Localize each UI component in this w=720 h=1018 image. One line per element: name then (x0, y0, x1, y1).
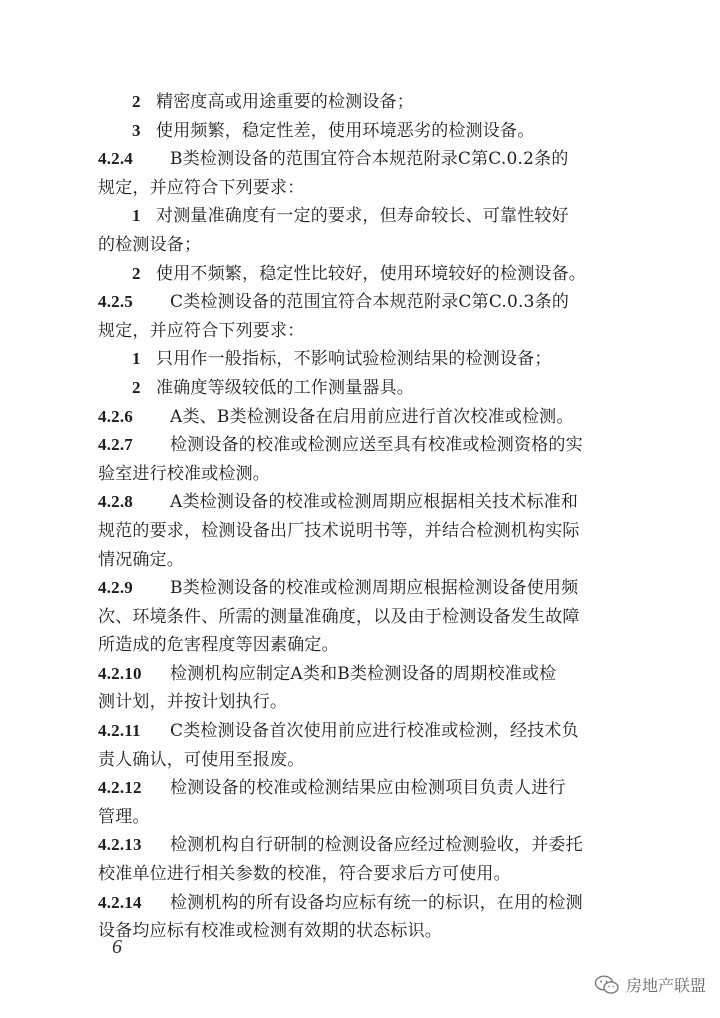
line-text: 检测设备的校准或检测应送至具有校准或检测资格的实 (170, 435, 583, 456)
clause-number: 4.2.11 (98, 721, 141, 741)
watermark (594, 973, 706, 996)
clause-number: 4.2.10 (98, 663, 142, 683)
line-text: A类、B类检测设备在启用前应进行首次校准或检测。 (170, 406, 574, 427)
line-text: 对测量准确度有一定的要求，但寿命较长、可靠性较好 (156, 206, 569, 227)
list-item (98, 345, 628, 374)
document-body (98, 88, 628, 946)
continuation-line (98, 174, 628, 203)
item-number: 1 (132, 206, 141, 226)
line-text: C类检测设备首次使用前应进行校准或检测，经技术负 (170, 721, 579, 742)
clause-number: 4.2.7 (98, 435, 133, 455)
line-text: 使用不频繁，稳定性比较好，使用环境较好的检测设备。 (156, 263, 586, 284)
continuation-line (98, 460, 628, 489)
line-text: 的检测设备； (98, 234, 202, 255)
watermark-text: 房地产联盟 (625, 976, 706, 995)
list-item (98, 374, 628, 403)
item-number: 2 (132, 263, 141, 283)
item-number: 2 (132, 92, 141, 111)
continuation-line (98, 917, 628, 946)
continuation-line (98, 231, 628, 260)
item-number: 1 (132, 349, 141, 369)
clause-line (98, 403, 628, 432)
clause-line (98, 831, 628, 860)
continuation-line (98, 517, 628, 546)
line-text: 设备均应标有校准或检测有效期的状态标识。 (98, 921, 442, 942)
clause-number: 4.2.9 (98, 578, 133, 598)
line-text: 只用作一般指标，不影响试验检测结果的检测设备； (156, 349, 552, 370)
item-number: 3 (132, 120, 141, 140)
clause-number: 4.2.13 (98, 835, 142, 855)
item-number: 2 (132, 377, 141, 397)
list-item (98, 117, 628, 146)
clause-line (98, 774, 628, 803)
clause-line (98, 488, 628, 517)
line-text: A类检测设备的校准或检测周期应根据相关技术标准和 (170, 492, 579, 513)
line-text: 检测机构的所有设备均应标有统一的标识，在用的检测 (170, 892, 583, 913)
continuation-line (98, 688, 628, 717)
clause-number: 4.2.12 (98, 778, 142, 798)
line-text: 校准单位进行相关参数的校准，符合要求后方可使用。 (98, 864, 511, 885)
continuation-line (98, 546, 628, 575)
clause-number: 4.2.8 (98, 492, 133, 512)
list-item (98, 202, 628, 231)
continuation-line (98, 317, 628, 346)
line-text: 次、环境条件、所需的测量准确度，以及由于检测设备发生故障 (98, 606, 580, 627)
clause-line (98, 660, 628, 689)
clause-number: 4.2.14 (98, 892, 142, 912)
wechat-icon (594, 975, 620, 995)
continuation-line (98, 603, 628, 632)
line-text: B类检测设备的范围宜符合本规范附录C第C.0.2条的 (170, 149, 569, 170)
line-text: 规定，并应符合下列要求： (98, 177, 305, 198)
clause-number: 4.2.4 (98, 149, 133, 169)
clause-line (98, 889, 628, 918)
continuation-line (98, 631, 628, 660)
line-text: 验室进行校准或检测。 (98, 463, 270, 484)
line-text: 测计划，并按计划执行。 (98, 692, 288, 713)
clause-line (98, 717, 628, 746)
continuation-line (98, 746, 628, 775)
page-number: 6 (112, 936, 122, 958)
clause-line (98, 145, 628, 174)
clause-number: 4.2.5 (98, 292, 133, 312)
list-item (98, 260, 628, 289)
clause-line (98, 431, 628, 460)
line-text: 情况确定。 (98, 549, 184, 570)
line-text: 检测机构应制定A类和B类检测设备的周期校准或检 (170, 663, 557, 684)
line-text: 规定，并应符合下列要求： (98, 320, 305, 341)
line-text: 使用频繁，稳定性差，使用环境恶劣的检测设备。 (156, 120, 535, 141)
list-item (98, 88, 628, 117)
line-text: 责人确认，可使用至报废。 (98, 749, 305, 770)
line-text: 检测机构自行研制的检测设备应经过检测验收，并委托 (170, 835, 583, 856)
line-text: 所造成的危害程度等因素确定。 (98, 635, 339, 656)
clause-number: 4.2.6 (98, 406, 133, 426)
line-text: 管理。 (98, 806, 150, 827)
line-text: 检测设备的校准或检测结果应由检测项目负责人进行 (170, 778, 566, 799)
line-text: C类检测设备的范围宜符合本规范附录C第C.0.3条的 (170, 292, 570, 313)
line-text: 准确度等级较低的工作测量器具。 (156, 377, 414, 398)
continuation-line (98, 803, 628, 832)
clause-line (98, 288, 628, 317)
line-text: B类检测设备的校准或检测周期应根据检测设备使用频 (170, 578, 579, 599)
line-text: 规范的要求，检测设备出厂技术说明书等，并结合检测机构实际 (98, 520, 580, 541)
line-text: 精密度高或用途重要的检测设备； (156, 92, 414, 112)
clause-line (98, 574, 628, 603)
continuation-line (98, 860, 628, 889)
